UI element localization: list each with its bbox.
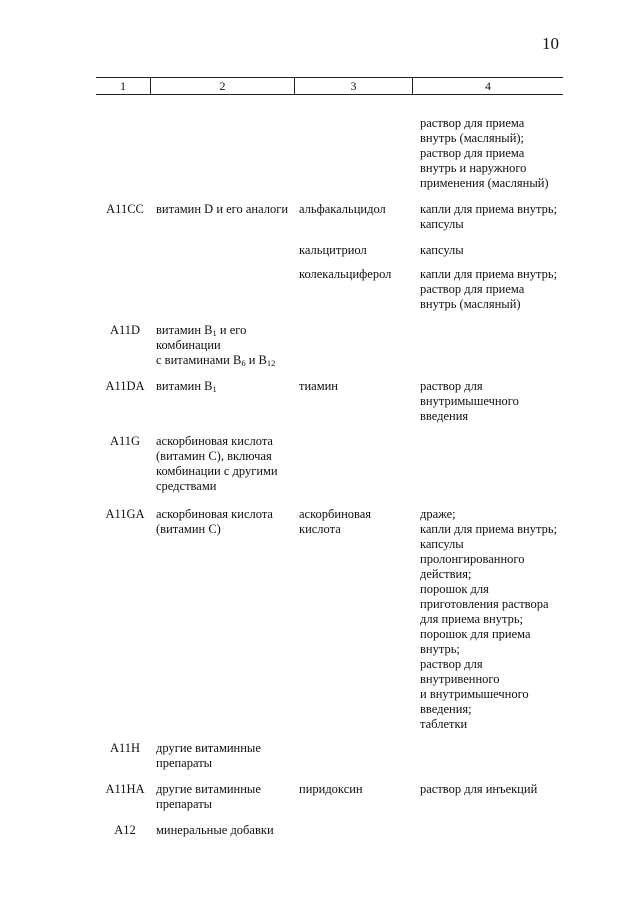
subscript: 6 (241, 358, 246, 368)
group-name (156, 434, 294, 494)
form-line: капли для приема внутрь; (420, 267, 558, 281)
group-text: и B (245, 353, 267, 367)
form-line: внутрь (масляный); (420, 131, 525, 145)
subscript: 1 (212, 328, 217, 338)
group-line: (витамин С), включая (156, 449, 272, 463)
form-line: внутрь; (420, 642, 460, 656)
group-line: другие витаминные (156, 782, 261, 796)
form-line: капсулы (420, 217, 464, 231)
group-text: витамин B (156, 323, 213, 337)
drug-line: аскорбиновая (299, 507, 372, 521)
atc-code: A11D (109, 323, 141, 337)
subscript: 12 (266, 358, 276, 368)
subscript: 1 (212, 384, 217, 394)
form-line: раствор для приема (420, 116, 525, 130)
group-line: (витамин С) (156, 522, 221, 536)
group-line: средствами (156, 479, 217, 493)
form-line: пролонгированного (420, 552, 525, 566)
form-line: приготовления раствора (420, 597, 549, 611)
atc-code: A11H (109, 741, 141, 755)
header-col-2: 2 (219, 79, 226, 93)
drug-line: кислота (299, 522, 341, 536)
form-line: раствор для (420, 379, 483, 393)
form-line: таблетки (420, 717, 468, 731)
form-line: действия; (420, 567, 472, 581)
group-name: витамин D и его аналоги (156, 202, 289, 216)
form-line: введения; (420, 702, 472, 716)
group-line: другие витаминные (156, 741, 261, 755)
form-line: капли для приема внутрь; (420, 202, 558, 216)
header-col-4: 4 (485, 79, 491, 93)
dosage-forms (420, 243, 563, 258)
form-line: капсулы (420, 537, 464, 551)
group-line (156, 353, 294, 368)
drug-name: кальцитриол (299, 243, 367, 257)
group-line: комбинации с другими (156, 464, 278, 478)
form-line: и внутримышечного (420, 687, 529, 701)
atc-code: A11G (109, 434, 141, 448)
form-line: драже; (420, 507, 456, 521)
form-line: раствор для приема (420, 146, 525, 160)
drug-name: тиамин (299, 379, 338, 393)
drug-name (299, 507, 414, 537)
form-line: для приема внутрь; (420, 612, 524, 626)
group-line: препараты (156, 756, 213, 770)
dosage-forms-continued (420, 116, 563, 191)
form-line: раствор для (420, 657, 483, 671)
group-line: препараты (156, 797, 213, 811)
group-line (156, 323, 294, 338)
form-line: капли для приема внутрь; (420, 522, 558, 536)
group-name (156, 507, 294, 537)
dosage-forms (420, 507, 563, 732)
atc-code: A11CC (106, 202, 144, 216)
form-line: внутримышечного (420, 394, 519, 408)
group-text: и его (216, 323, 247, 337)
form-line: порошок для приема (420, 627, 531, 641)
form-line: раствор для инъекций (420, 782, 538, 796)
group-line: аскорбиновая кислота (156, 507, 273, 521)
atc-code: A11HA (105, 782, 145, 796)
drug-name: пиридоксин (299, 782, 363, 796)
form-line: внутрь и наружного (420, 161, 527, 175)
header-col-1: 1 (120, 79, 126, 93)
atc-code: A11GA (105, 507, 145, 521)
table-header (96, 77, 563, 95)
form-line: внутрь (масляный) (420, 297, 521, 311)
dosage-forms (420, 202, 563, 232)
drug-name: альфакальцидол (299, 202, 386, 216)
group-text: с витаминами B (156, 353, 242, 367)
form-line: капсулы (420, 243, 464, 257)
dosage-forms (420, 782, 563, 797)
header-col-3: 3 (350, 79, 357, 93)
group-name (156, 323, 294, 368)
group-name (156, 741, 294, 771)
group-line: аскорбиновая кислота (156, 434, 273, 448)
form-line: порошок для (420, 582, 489, 596)
dosage-forms (420, 267, 563, 312)
form-line: применения (масляный) (420, 176, 549, 190)
atc-code: A12 (114, 823, 136, 837)
group-name: минеральные добавки (156, 823, 274, 837)
form-line: раствор для приема (420, 282, 525, 296)
form-line: внутривенного (420, 672, 500, 686)
group-text: витамин B (156, 379, 213, 393)
group-name (156, 379, 294, 394)
page-number: 10 (542, 34, 559, 53)
drug-name: колекальциферол (299, 267, 392, 281)
group-line: комбинации (156, 338, 221, 352)
group-name (156, 782, 294, 812)
atc-code: A11DA (105, 379, 145, 393)
dosage-forms (420, 379, 563, 424)
form-line: введения (420, 409, 469, 423)
